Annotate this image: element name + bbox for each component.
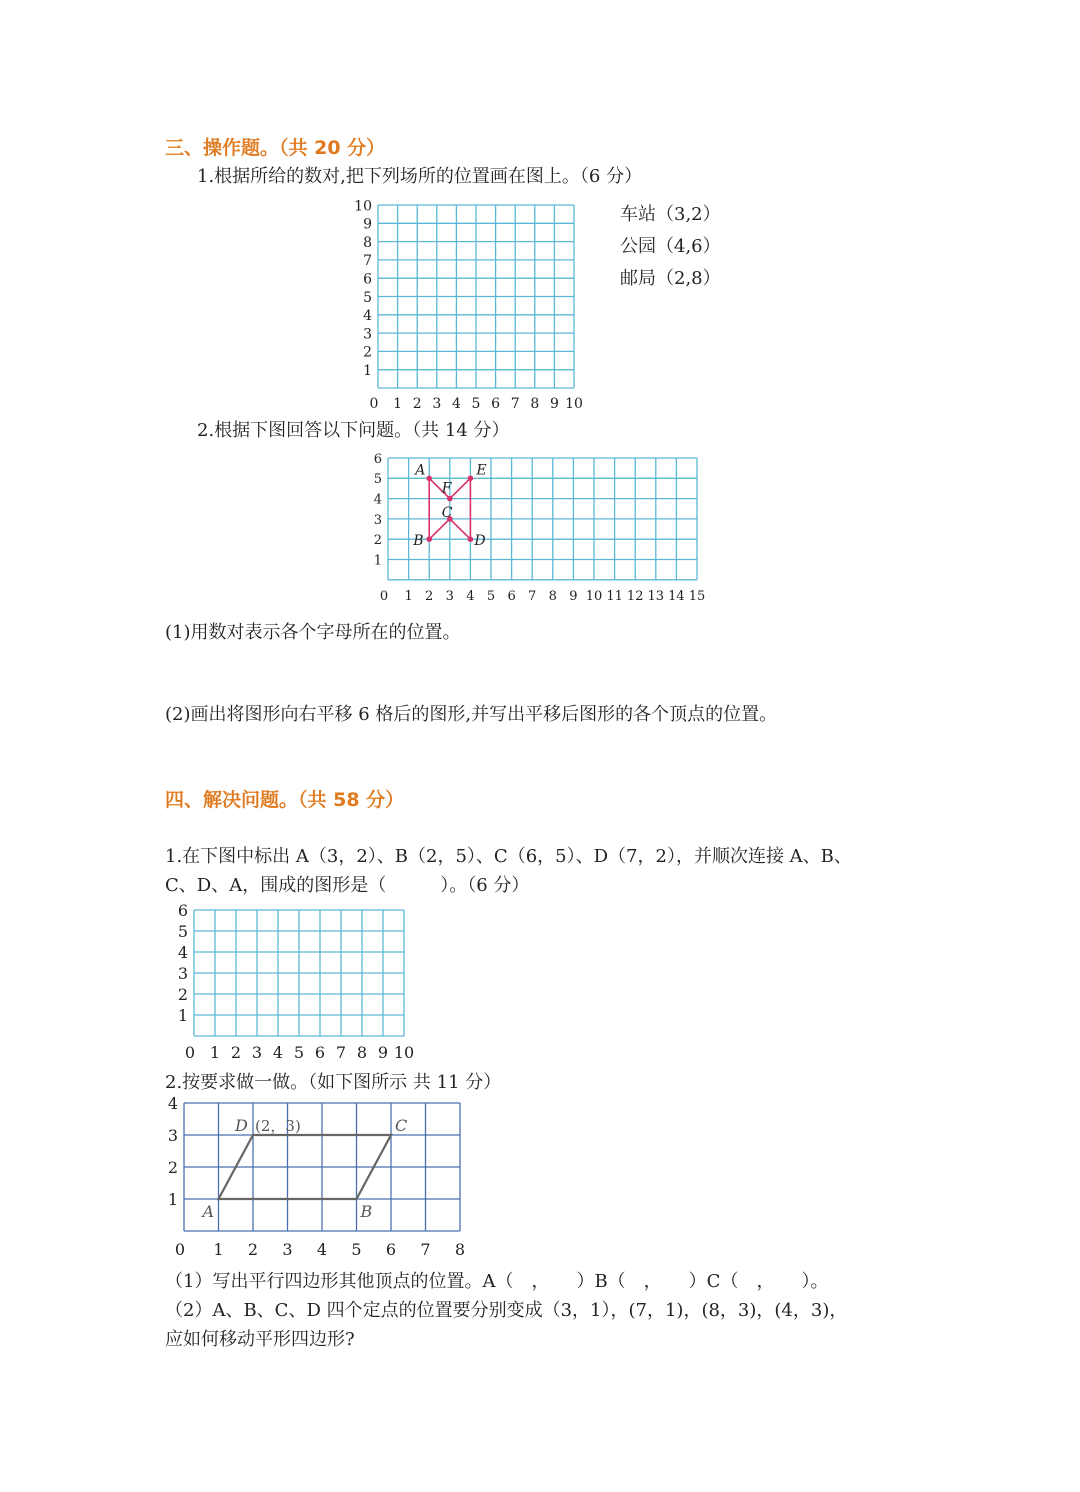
- grid-q1: [340, 195, 600, 410]
- grid2-label-A: A: [415, 462, 426, 479]
- grid3-x-tick: 2: [230, 1043, 242, 1062]
- grid1-y-tick: 2: [363, 344, 372, 361]
- grid3-x-tick: 9: [377, 1043, 389, 1062]
- grid-q2: [360, 450, 710, 605]
- grid1-x-tick: 7: [510, 396, 520, 410]
- grid4-y-tick: 4: [167, 1095, 178, 1114]
- grid1-x-tick: 9: [549, 396, 559, 410]
- grid2-point-E: [468, 476, 474, 482]
- grid1-x-tick: 4: [451, 396, 461, 410]
- grid2-x-tick: 14: [668, 588, 685, 604]
- section3-q2-text: 2.根据下图回答以下问题。（共 14 分）: [197, 420, 510, 441]
- grid1-y-tick: 6: [363, 271, 372, 288]
- section4-q2-text: 2.按要求做一做。（如下图所示 共 11 分）: [165, 1072, 502, 1093]
- section4-q2-sub2-line2: 应如何移动平形四边形?: [165, 1329, 355, 1350]
- grid2-x-tick: 8: [548, 588, 557, 604]
- grid2-label-E: E: [476, 462, 487, 479]
- grid2-point-D: [468, 536, 474, 542]
- grid4-y-tick: 1: [167, 1190, 178, 1210]
- grid3-x-tick: 4: [272, 1043, 284, 1062]
- grid2-point-B: [426, 536, 432, 542]
- grid2-x-tick: 9: [569, 588, 578, 604]
- grid2-y-tick: 5: [373, 472, 382, 488]
- grid4-label-B: B: [360, 1202, 373, 1221]
- grid4-label-C: C: [395, 1116, 408, 1135]
- grid2-x-tick: 15: [688, 588, 706, 604]
- grid3-x-tick: 10: [393, 1043, 415, 1062]
- grid1-y-tick: 3: [363, 326, 372, 343]
- grid3-y-tick: 2: [177, 985, 188, 1005]
- grid4-label-A: A: [202, 1202, 215, 1221]
- grid2-x-tick: 2: [425, 588, 434, 604]
- grid1-x-tick: 3: [432, 396, 442, 410]
- grid3-x-tick: 5: [293, 1043, 305, 1062]
- grid4-x-tick: 3: [282, 1240, 293, 1259]
- grid2-x-tick: 3: [445, 588, 454, 604]
- grid2-x-tick: 6: [507, 588, 516, 604]
- grid3-y-tick: 3: [177, 964, 188, 984]
- grid3-x-tick: 6: [314, 1043, 326, 1062]
- grid1-y-tick: 1: [363, 363, 372, 380]
- grid3-x-tick: 7: [335, 1043, 347, 1062]
- grid2-label-B: B: [413, 533, 424, 550]
- grid3-y-tick: 5: [177, 922, 188, 942]
- grid2-y-tick: 2: [373, 533, 382, 549]
- section4-q2-sub1: （1）写出平行四边形其他顶点的位置。A（ ， ）B（ ， ）C（ ， ）。: [165, 1271, 829, 1292]
- grid3-x-tick: 8: [356, 1043, 368, 1062]
- grid4-y-tick: 3: [167, 1126, 178, 1146]
- section4-q2-sub2-line1: （2）A、B、C、D 四个定点的位置要分别变成（3，1），(7，1)，(8，3)，(4，3)，: [165, 1300, 848, 1321]
- grid1-x-tick: 2: [412, 396, 422, 410]
- section4-heading: 四、解决问题。（共 58 分）: [165, 789, 405, 811]
- location-park: 公园（4,6）: [620, 236, 721, 257]
- grid2-x-tick: 12: [626, 588, 644, 604]
- grid3-x-tick: 0: [184, 1043, 196, 1062]
- grid2-x-tick: 10: [585, 588, 603, 604]
- grid4-x-tick: 4: [316, 1240, 328, 1259]
- grid3-y-tick: 6: [177, 901, 188, 921]
- grid2-y-tick: 6: [373, 451, 382, 467]
- grid2-x-tick: 7: [528, 588, 537, 604]
- grid4-y-tick: 2: [167, 1158, 178, 1178]
- grid2-x-tick: 4: [466, 588, 475, 604]
- grid2-point-F: [447, 496, 453, 502]
- grid2-y-tick: 1: [373, 553, 382, 569]
- grid3-y-tick: 1: [177, 1006, 188, 1026]
- section3-q1-text: 1.根据所给的数对,把下列场所的位置画在图上。（6 分）: [197, 166, 643, 187]
- section3-q2-sub2: (2)画出将图形向右平移 6 格后的图形,并写出平移后图形的各个顶点的位置。: [165, 704, 778, 725]
- grid4-x-tick: 2: [247, 1240, 259, 1259]
- grid1-y-tick: 7: [363, 253, 372, 270]
- grid3-x-tick: 1: [209, 1043, 221, 1062]
- grid1-x-tick: 10: [565, 396, 583, 410]
- location-station: 车站（3,2）: [620, 204, 721, 225]
- grid2-label-F: F: [441, 480, 452, 497]
- grid1-y-tick: 9: [363, 216, 372, 233]
- grid4-x-tick: 7: [420, 1240, 431, 1259]
- grid1-x-tick: 1: [393, 396, 403, 410]
- grid2-x-tick: 11: [606, 588, 623, 604]
- grid2-label-D: D: [474, 533, 486, 550]
- grid2-x-tick: 1: [404, 588, 413, 604]
- section4-q1-line1: 1.在下图中标出 A（3，2）、B（2，5）、C（6，5）、D（7，2），并顺次连接 A、B、: [165, 846, 852, 867]
- grid2-point-A: [426, 476, 432, 482]
- grid2-x-tick: 13: [647, 588, 665, 604]
- grid1-y-tick: 8: [363, 234, 372, 251]
- grid2-x-tick: 5: [486, 588, 496, 604]
- grid4-x-tick: 8: [454, 1240, 466, 1259]
- grid4-x-tick: 5: [351, 1240, 362, 1259]
- grid2-y-tick: 3: [373, 512, 382, 528]
- grid1-x-tick: 0: [369, 396, 379, 410]
- location-post-office: 邮局（2,8）: [620, 268, 721, 289]
- grid1-x-tick: 8: [530, 396, 540, 410]
- grid3-x-tick: 3: [251, 1043, 263, 1062]
- grid2-label-C: C: [441, 504, 453, 521]
- grid4-label-D: D: [235, 1116, 248, 1135]
- grid4-label-D-coord: (2，3): [255, 1117, 301, 1135]
- grid4-x-tick: 1: [213, 1240, 224, 1259]
- grid2-y-tick: 4: [373, 492, 382, 508]
- grid3-y-tick: 4: [177, 943, 188, 963]
- section3-q2-sub1: (1)用数对表示各个字母所在的位置。: [165, 622, 461, 643]
- section4-q1-line2: C、D、A，围成的图形是（ ）。（6 分）: [165, 875, 530, 896]
- grid4-x-tick: 6: [385, 1240, 397, 1259]
- grid1-x-tick: 6: [491, 396, 501, 410]
- grid1-y-tick: 5: [363, 289, 372, 306]
- grid-q4: [160, 1095, 480, 1260]
- section3-heading: 三、操作题。（共 20 分）: [165, 137, 386, 159]
- grid1-x-tick: 5: [471, 396, 481, 410]
- grid-q3: [165, 900, 425, 1065]
- grid2-x-tick: 0: [379, 588, 389, 604]
- grid1-y-tick: 10: [354, 198, 372, 215]
- grid4-x-tick: 0: [174, 1240, 186, 1259]
- grid1-y-tick: 4: [363, 308, 372, 325]
